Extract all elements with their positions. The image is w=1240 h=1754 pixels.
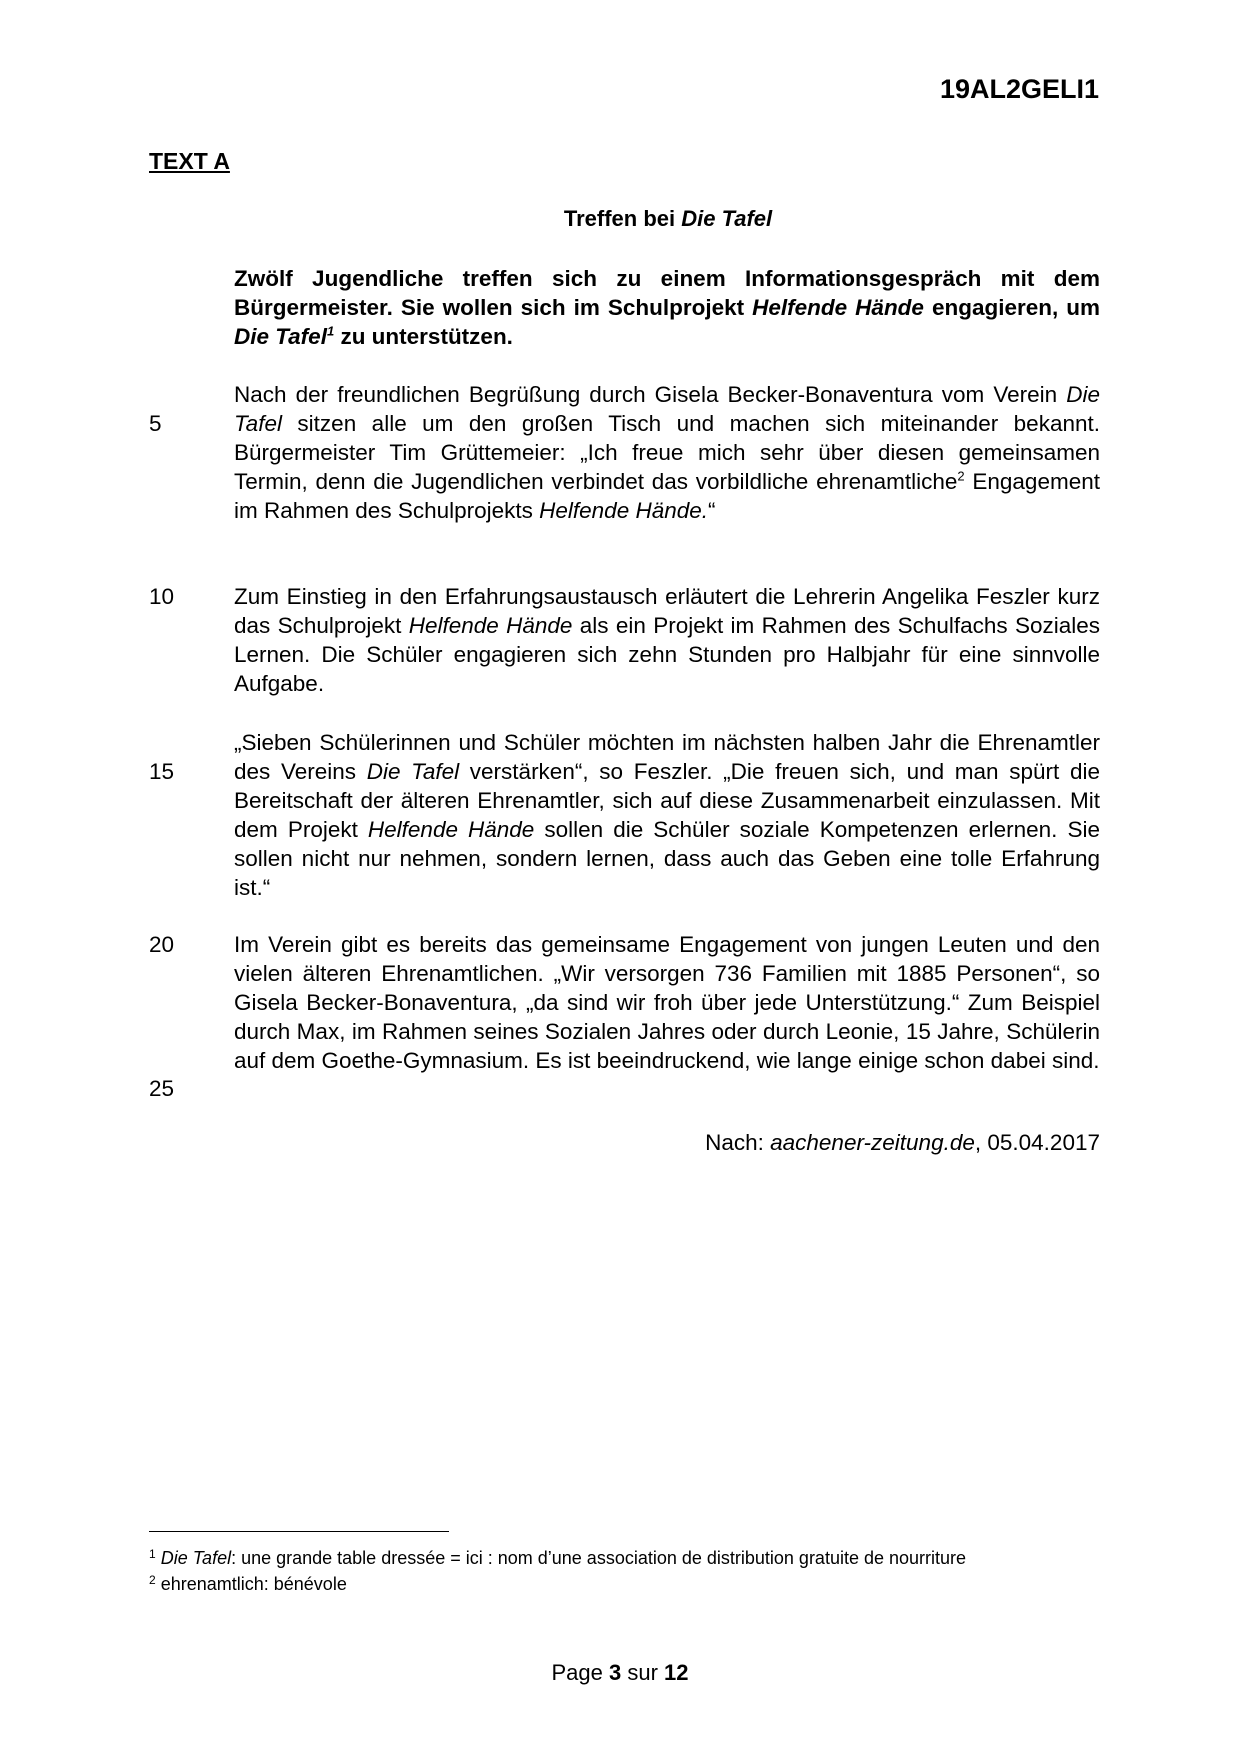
title-italic: Die Tafel xyxy=(681,206,773,231)
article-lead: Zwölf Jugendliche treffen sich zu einem Informationsgespräch mit dem Bürgermeister. Sie wollen sich im Schulprojekt Helfende Hände engagieren, um Die Tafel$^1$ zu unterstützen. xyxy=(234,266,1100,349)
page-number: Page 3 sur 12 xyxy=(551,1660,689,1685)
paragraph-1: Nach der freundlichen Begrüßung durch Gisela Becker-Bonaventura vom Verein Die Tafel sitzen alle um den großen Tisch und machen sich miteinander bekannt. Bürgermeister Tim Grüttemeier: „Ich freue mich sehr über diesen gemeinsamen Termin, denn die Jugendlichen verbindet das vorbildliche ehrenamtliche$^2$ Engagement im Rahmen des Schulprojekts Helfende Hände.“ xyxy=(234,382,1100,523)
footnote-ref-2: 2 xyxy=(957,468,965,484)
paragraph-2: Zum Einstieg in den Erfahrungsaustausch erläutert die Lehrerin Angelika Feszler kurz das Schulprojekt Helfende Hände als ein Projekt im Rahmen des Schulfachs Soziales Lernen. Die Schüler engagieren sich zehn Stunden pro Halbjahr für eine sinnvolle Aufgabe. xyxy=(234,584,1101,696)
article-title xyxy=(236,206,1100,232)
footnote-1: $^1$ Die Tafel: une grande table dressée = ici : nom d’une association de distribution gratuite de nourriture xyxy=(149,1547,967,1568)
footnotes xyxy=(149,1543,1029,1595)
footnote-2: $^2$ ehrenamtlich: bénévole xyxy=(149,1573,347,1594)
line-number: 10 xyxy=(149,584,175,609)
line-number: 15 xyxy=(149,759,175,784)
line-number: 20 xyxy=(149,932,175,957)
footnote-divider xyxy=(149,1531,449,1532)
paragraph-4: Im Verein gibt es bereits das gemeinsame Engagement von jungen Leuten und den vielen älteren Ehrenamtlichen. „Wir versorgen 736 Familien mit 1885 Personen“, so Gisela Becker-Bonaventura, „da sind wir froh über jede Unterstützung.“ Zum Beispiel durch Max, im Rahmen seines Sozialen Jahres oder durch Leonie, 15 Jahre, Schülerin auf dem Goethe-Gymnasium. Es ist beeindruckend, wie lange einige schon dabei sind. xyxy=(234,932,1100,1073)
document-code: 19AL2GELI1 xyxy=(939,74,1099,104)
footnote-ref-1: 1 xyxy=(326,323,335,339)
article-source: Nach: aachener-zeitung.de, 05.04.2017 xyxy=(705,1130,1100,1155)
paragraph-3: „Sieben Schülerinnen und Schüler möchten im nächsten halben Jahr die Ehrenamtler des Vereins Die Tafel verstärken“, so Feszler. „Die freuen sich, und man spürt die Bereitschaft der älteren Ehrenamtler, sich auf diese Zusammenarbeit einzulassen. Mit dem Projekt Helfende Hände sollen die Schüler soziale Kompetenzen erlernen. Sie sollen nicht nur nehmen, sondern lernen, dass auch das Geben eine tolle Erfahrung ist.“ xyxy=(234,730,1100,900)
line-number: 25 xyxy=(149,1076,175,1101)
title-text: Treffen bei xyxy=(563,206,682,231)
line-number: 5 xyxy=(149,411,162,436)
source-site: aachener-zeitung.de xyxy=(770,1130,975,1155)
section-label: TEXT A xyxy=(149,148,230,174)
